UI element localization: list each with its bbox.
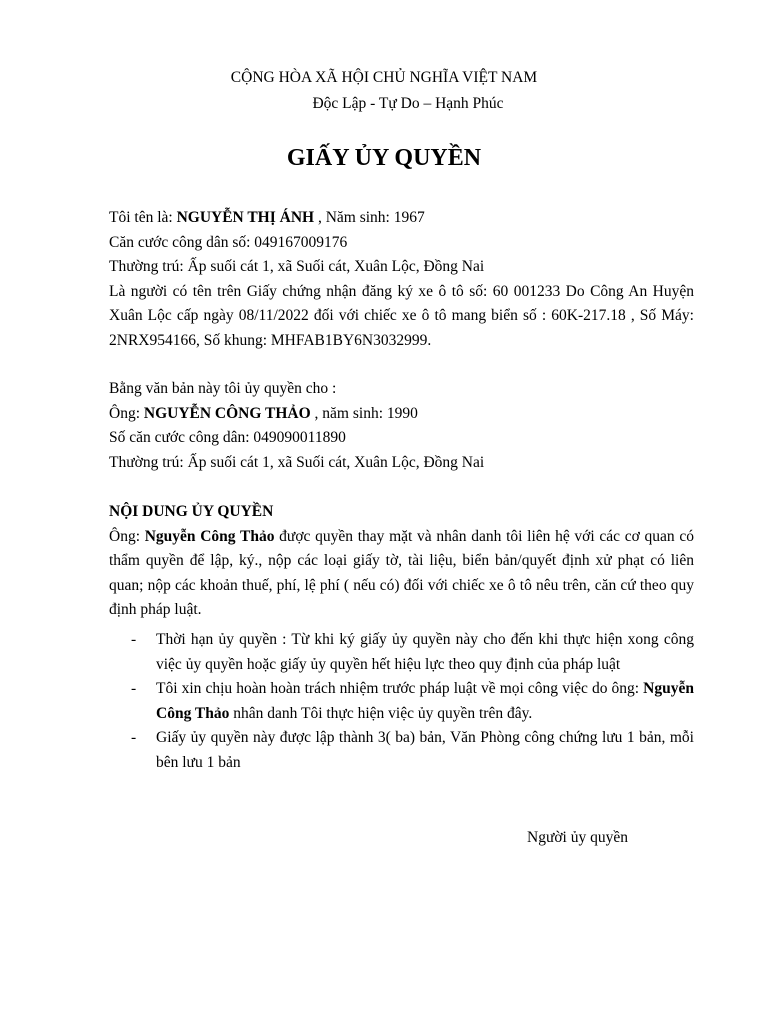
content-paragraph	[109, 525, 694, 623]
term-item	[109, 726, 694, 775]
term-dash: -	[131, 680, 137, 697]
grantee-name-line	[109, 402, 694, 427]
term-text: Tôi xin chịu hoàn hoàn trách nhiệm trước pháp luật về mọi công việc do ông:	[156, 680, 644, 697]
grantor-section	[109, 206, 694, 353]
grantee-section	[109, 377, 694, 475]
term-item	[109, 677, 694, 726]
grantee-name: NGUYỄN CÔNG THẢO	[143, 404, 311, 422]
grantee-name-prefix: Ông:	[109, 404, 144, 422]
national-header: CỘNG HÒA XÃ HỘI CHỦ NGHĨA VIỆT NAM	[230, 69, 538, 86]
document-title: GIẤY ỦY QUYỀN	[286, 145, 482, 171]
national-motto: Độc Lập - Tự Do – Hạnh Phúc	[312, 95, 504, 112]
grantor-vehicle-info: Là người có tên trên Giấy chứng nhận đăng ký xe ô tô số: 60 001233 Do Công An Huyện Xuân Lộc cấp ngày 08/11/2022 đối với chiếc xe ô tô mang biển số : 60K-217.18 , Số Máy: 2NRX954166, Số khung: MHFAB1BY6N3032999.	[109, 282, 694, 349]
authorization-content	[109, 500, 694, 623]
grantor-birth: , Năm sinh: 1967	[314, 209, 425, 226]
term-text-after: nhân danh Tôi thực hiện việc ủy quyền trên đây.	[229, 704, 533, 722]
grantee-id: Số căn cước công dân: 049090011890	[109, 429, 346, 446]
grantee-intro: Bằng văn bản này tôi ủy quyền cho :	[109, 380, 337, 397]
content-heading: NỘI DUNG ỦY QUYỀN	[109, 503, 274, 520]
term-dash: -	[131, 729, 137, 746]
grantor-name-prefix: Tôi tên là:	[109, 209, 177, 226]
content-text: được quyền thay mặt và nhân danh tôi liên hệ với các cơ quan có thẩm quyền để lập, ký., nộp các loại giấy tờ, tài liệu, biển bản/quyết định xử phạt có liên quan; nộp các khoản thuế, phí, lệ phí ( nếu có) đối với chiếc xe ô tô nêu trên, căn cứ theo quy định pháp luật.	[109, 527, 695, 618]
grantor-id: Căn cước công dân số: 049167009176	[109, 233, 348, 251]
term-text: Thời hạn ủy quyền : Từ khi ký giấy ủy quyền này cho đến khi thực hiện xong công việc ủy quyền hoặc giấy ủy quyền hết hiệu lực theo quy định của pháp luật	[156, 631, 694, 673]
grantee-birth: , năm sinh: 1990	[310, 404, 418, 422]
term-dash: -	[131, 631, 137, 648]
content-grantee-name: Nguyễn Công Thảo	[144, 527, 275, 545]
content-prefix: Ông:	[109, 527, 145, 545]
term-text: Giấy ủy quyền này được lập thành 3( ba) bản, Văn Phòng công chứng lưu 1 bản, mỗi bên lưu 1 bản	[156, 729, 694, 771]
grantee-residence: Thường trú: Ấp suối cát 1, xã Suối cát, Xuân Lộc, Đồng Nai	[109, 453, 485, 471]
term-item	[109, 628, 694, 677]
grantor-name: NGUYỄN THỊ ÁNH	[176, 209, 315, 226]
grantor-name-line	[109, 206, 694, 231]
terms-list	[109, 628, 694, 775]
term-grantee-name: Nguyễn Công Thảo	[156, 680, 694, 722]
signature-label: Người ủy quyền	[527, 829, 628, 846]
grantor-residence: Thường trú: Ấp suối cát 1, xã Suối cát, Xuân Lộc, Đồng Nai	[109, 258, 485, 275]
